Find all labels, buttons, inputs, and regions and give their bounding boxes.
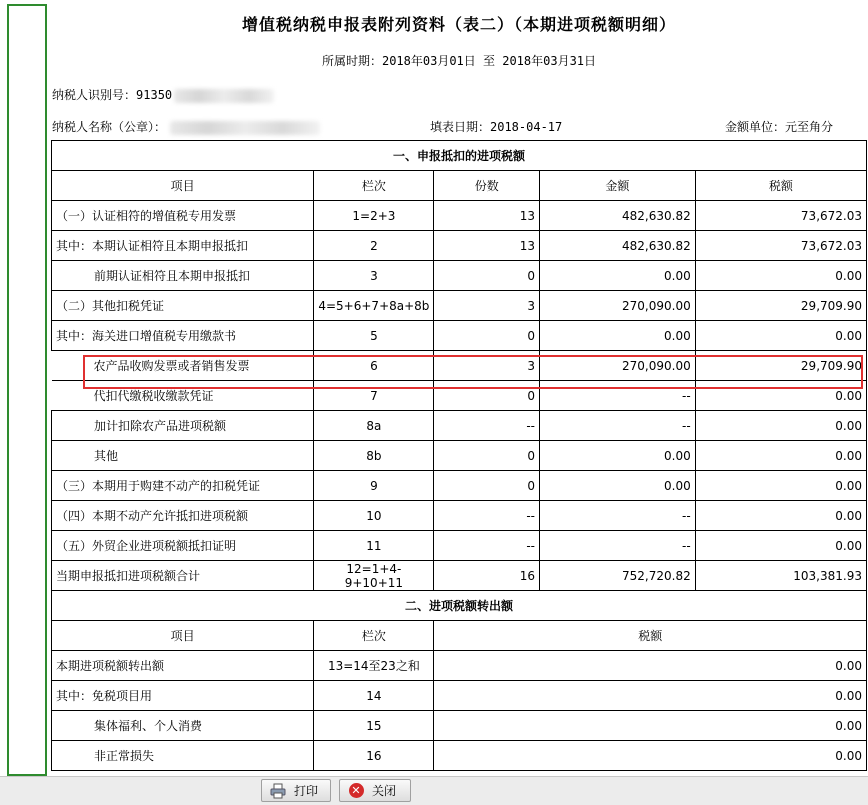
- table-cell: 11: [314, 531, 434, 561]
- table-cell: 0.00: [434, 681, 867, 711]
- table-cell: 0.00: [695, 501, 866, 531]
- table-cell: 12=1+4-9+10+11: [314, 561, 434, 591]
- printer-icon: [270, 783, 286, 799]
- taxpayer-name: [52, 118, 320, 135]
- table-cell: 前期认证相符且本期申报抵扣: [52, 261, 314, 291]
- redacted-id-mask: [174, 89, 274, 103]
- table-cell: 752,720.82: [540, 561, 696, 591]
- table-cell: 0.00: [540, 471, 696, 501]
- table-cell: 其他: [52, 441, 314, 471]
- table-cell: --: [434, 501, 540, 531]
- table-cell: （二）其他扣税凭证: [52, 291, 314, 321]
- table-cell: 9: [314, 471, 434, 501]
- table-row: [52, 381, 867, 411]
- table-cell: 4=5+6+7+8a+8b: [314, 291, 434, 321]
- table-row: [52, 501, 867, 531]
- table-cell: 0: [434, 471, 540, 501]
- table-cell: 0.00: [695, 441, 866, 471]
- table-cell: 其中：免税项目用: [52, 681, 314, 711]
- table-cell: 5: [314, 321, 434, 351]
- table-cell: （四）本期不动产允许抵扣进项税额: [52, 501, 314, 531]
- table-cell: 农产品收购发票或者销售发票: [52, 351, 314, 381]
- table-cell: 代扣代缴税收缴款凭证: [52, 381, 314, 411]
- table-row: [52, 231, 867, 261]
- table-cell: 0.00: [695, 531, 866, 561]
- table-cell: 0.00: [540, 441, 696, 471]
- table-cell: 1=2+3: [314, 201, 434, 231]
- fill-date: 填表日期：2018-04-17: [430, 120, 563, 134]
- table-cell: 其中：本期认证相符且本期申报抵扣: [52, 231, 314, 261]
- table-cell: 0.00: [540, 321, 696, 351]
- table-cell: 29,709.90: [695, 351, 866, 381]
- table-row: [52, 411, 867, 441]
- column-header: 栏次: [314, 171, 434, 201]
- column-header: 金额: [540, 171, 696, 201]
- table-cell: 103,381.93: [695, 561, 866, 591]
- table-cell: 16: [314, 741, 434, 771]
- table-cell: 270,090.00: [540, 291, 696, 321]
- table-cell: 集体福利、个人消费: [52, 711, 314, 741]
- column-header: 项目: [52, 621, 314, 651]
- table-cell: 3: [314, 261, 434, 291]
- tax-detail-table: [51, 140, 867, 771]
- table-cell: 0: [434, 381, 540, 411]
- table-cell: 其中：海关进口增值税专用缴款书: [52, 321, 314, 351]
- table-cell: 当期申报抵扣进项税额合计: [52, 561, 314, 591]
- table-cell: --: [540, 411, 696, 441]
- table-cell: 73,672.03: [695, 231, 866, 261]
- table-cell: --: [434, 411, 540, 441]
- table-cell: 0: [434, 321, 540, 351]
- section-2-header: [52, 591, 867, 621]
- section-2-column-headers: [52, 621, 867, 651]
- column-header: 税额: [434, 621, 867, 651]
- table-cell: 8a: [314, 411, 434, 441]
- table-cell: 3: [434, 291, 540, 321]
- table-cell: --: [540, 501, 696, 531]
- taxpayer-name-label: 纳税人名称（公章）：: [52, 120, 167, 134]
- column-header: 栏次: [314, 621, 434, 651]
- table-cell: 15: [314, 711, 434, 741]
- table-cell: 13=14至23之和: [314, 651, 434, 681]
- table-row: [52, 471, 867, 501]
- print-label: 打印: [294, 784, 319, 798]
- close-icon: ✕: [348, 783, 364, 799]
- table-cell: 0.00: [540, 261, 696, 291]
- table-cell: 2: [314, 231, 434, 261]
- table-cell: 13: [434, 231, 540, 261]
- table-cell: 加计扣除农产品进项税额: [52, 411, 314, 441]
- table-row: [52, 681, 867, 711]
- table-cell: 0: [434, 261, 540, 291]
- table-cell: （一）认证相符的增值税专用发票: [52, 201, 314, 231]
- table-row: [52, 291, 867, 321]
- column-header: 税额: [695, 171, 866, 201]
- table-cell: 3: [434, 351, 540, 381]
- taxpayer-id-label: 纳税人识别号：: [52, 88, 137, 102]
- table-cell: 0: [434, 441, 540, 471]
- table-row: [52, 261, 867, 291]
- section-1-header: [52, 141, 867, 171]
- amount-unit: 金额单位：元至角分: [725, 120, 834, 134]
- table-cell: --: [434, 531, 540, 561]
- table-cell: 0.00: [695, 381, 866, 411]
- taxpayer-id-value: 91350: [136, 88, 173, 102]
- table-cell: 7: [314, 381, 434, 411]
- table-cell: 13: [434, 201, 540, 231]
- table-cell: --: [540, 381, 696, 411]
- redacted-name-mask: [170, 121, 320, 135]
- table-cell: 14: [314, 681, 434, 711]
- table-row: [52, 531, 867, 561]
- table-cell: 482,630.82: [540, 201, 696, 231]
- page-title: 增值税纳税申报表附列资料（表二）（本期进项税额明细）: [241, 15, 676, 34]
- taxpayer-id: [52, 86, 274, 103]
- table-cell: 10: [314, 501, 434, 531]
- column-header: 项目: [52, 171, 314, 201]
- table-row: [52, 561, 867, 591]
- table-row: [52, 351, 867, 381]
- table-row: [52, 741, 867, 771]
- section-1-header-title: 一、申报抵扣的进项税额: [52, 141, 867, 171]
- table-cell: 482,630.82: [540, 231, 696, 261]
- bottom-toolbar: [0, 776, 868, 805]
- table-cell: 0.00: [434, 741, 867, 771]
- table-cell: 0.00: [695, 321, 866, 351]
- close-label: 关闭: [372, 784, 397, 798]
- table-row: [52, 711, 867, 741]
- table-row: [52, 441, 867, 471]
- table-cell: 16: [434, 561, 540, 591]
- table-cell: 非正常损失: [52, 741, 314, 771]
- column-header: 份数: [434, 171, 540, 201]
- table-cell: --: [540, 531, 696, 561]
- table-cell: 0.00: [434, 651, 867, 681]
- table-cell: （五）外贸企业进项税额抵扣证明: [52, 531, 314, 561]
- table-row: [52, 321, 867, 351]
- table-cell: 8b: [314, 441, 434, 471]
- print-button[interactable]: [261, 779, 331, 802]
- table-row: [52, 651, 867, 681]
- table-row: [52, 201, 867, 231]
- table-cell: 0.00: [695, 261, 866, 291]
- report-page: [50, 0, 868, 776]
- report-period: 所属时期：2018年03月01日 至 2018年03月31日: [321, 54, 597, 68]
- table-cell: 270,090.00: [540, 351, 696, 381]
- table-cell: 0.00: [434, 711, 867, 741]
- table-cell: 0.00: [695, 471, 866, 501]
- table-cell: 6: [314, 351, 434, 381]
- table-cell: 本期进项税额转出额: [52, 651, 314, 681]
- table-cell: 29,709.90: [695, 291, 866, 321]
- close-button[interactable]: [339, 779, 411, 802]
- table-cell: 73,672.03: [695, 201, 866, 231]
- section-1-column-headers: [52, 171, 867, 201]
- section-2-header-title: 二、进项税额转出额: [52, 591, 867, 621]
- table-cell: （三）本期用于购建不动产的扣税凭证: [52, 471, 314, 501]
- left-frame-strip: [7, 4, 47, 776]
- table-cell: 0.00: [695, 411, 866, 441]
